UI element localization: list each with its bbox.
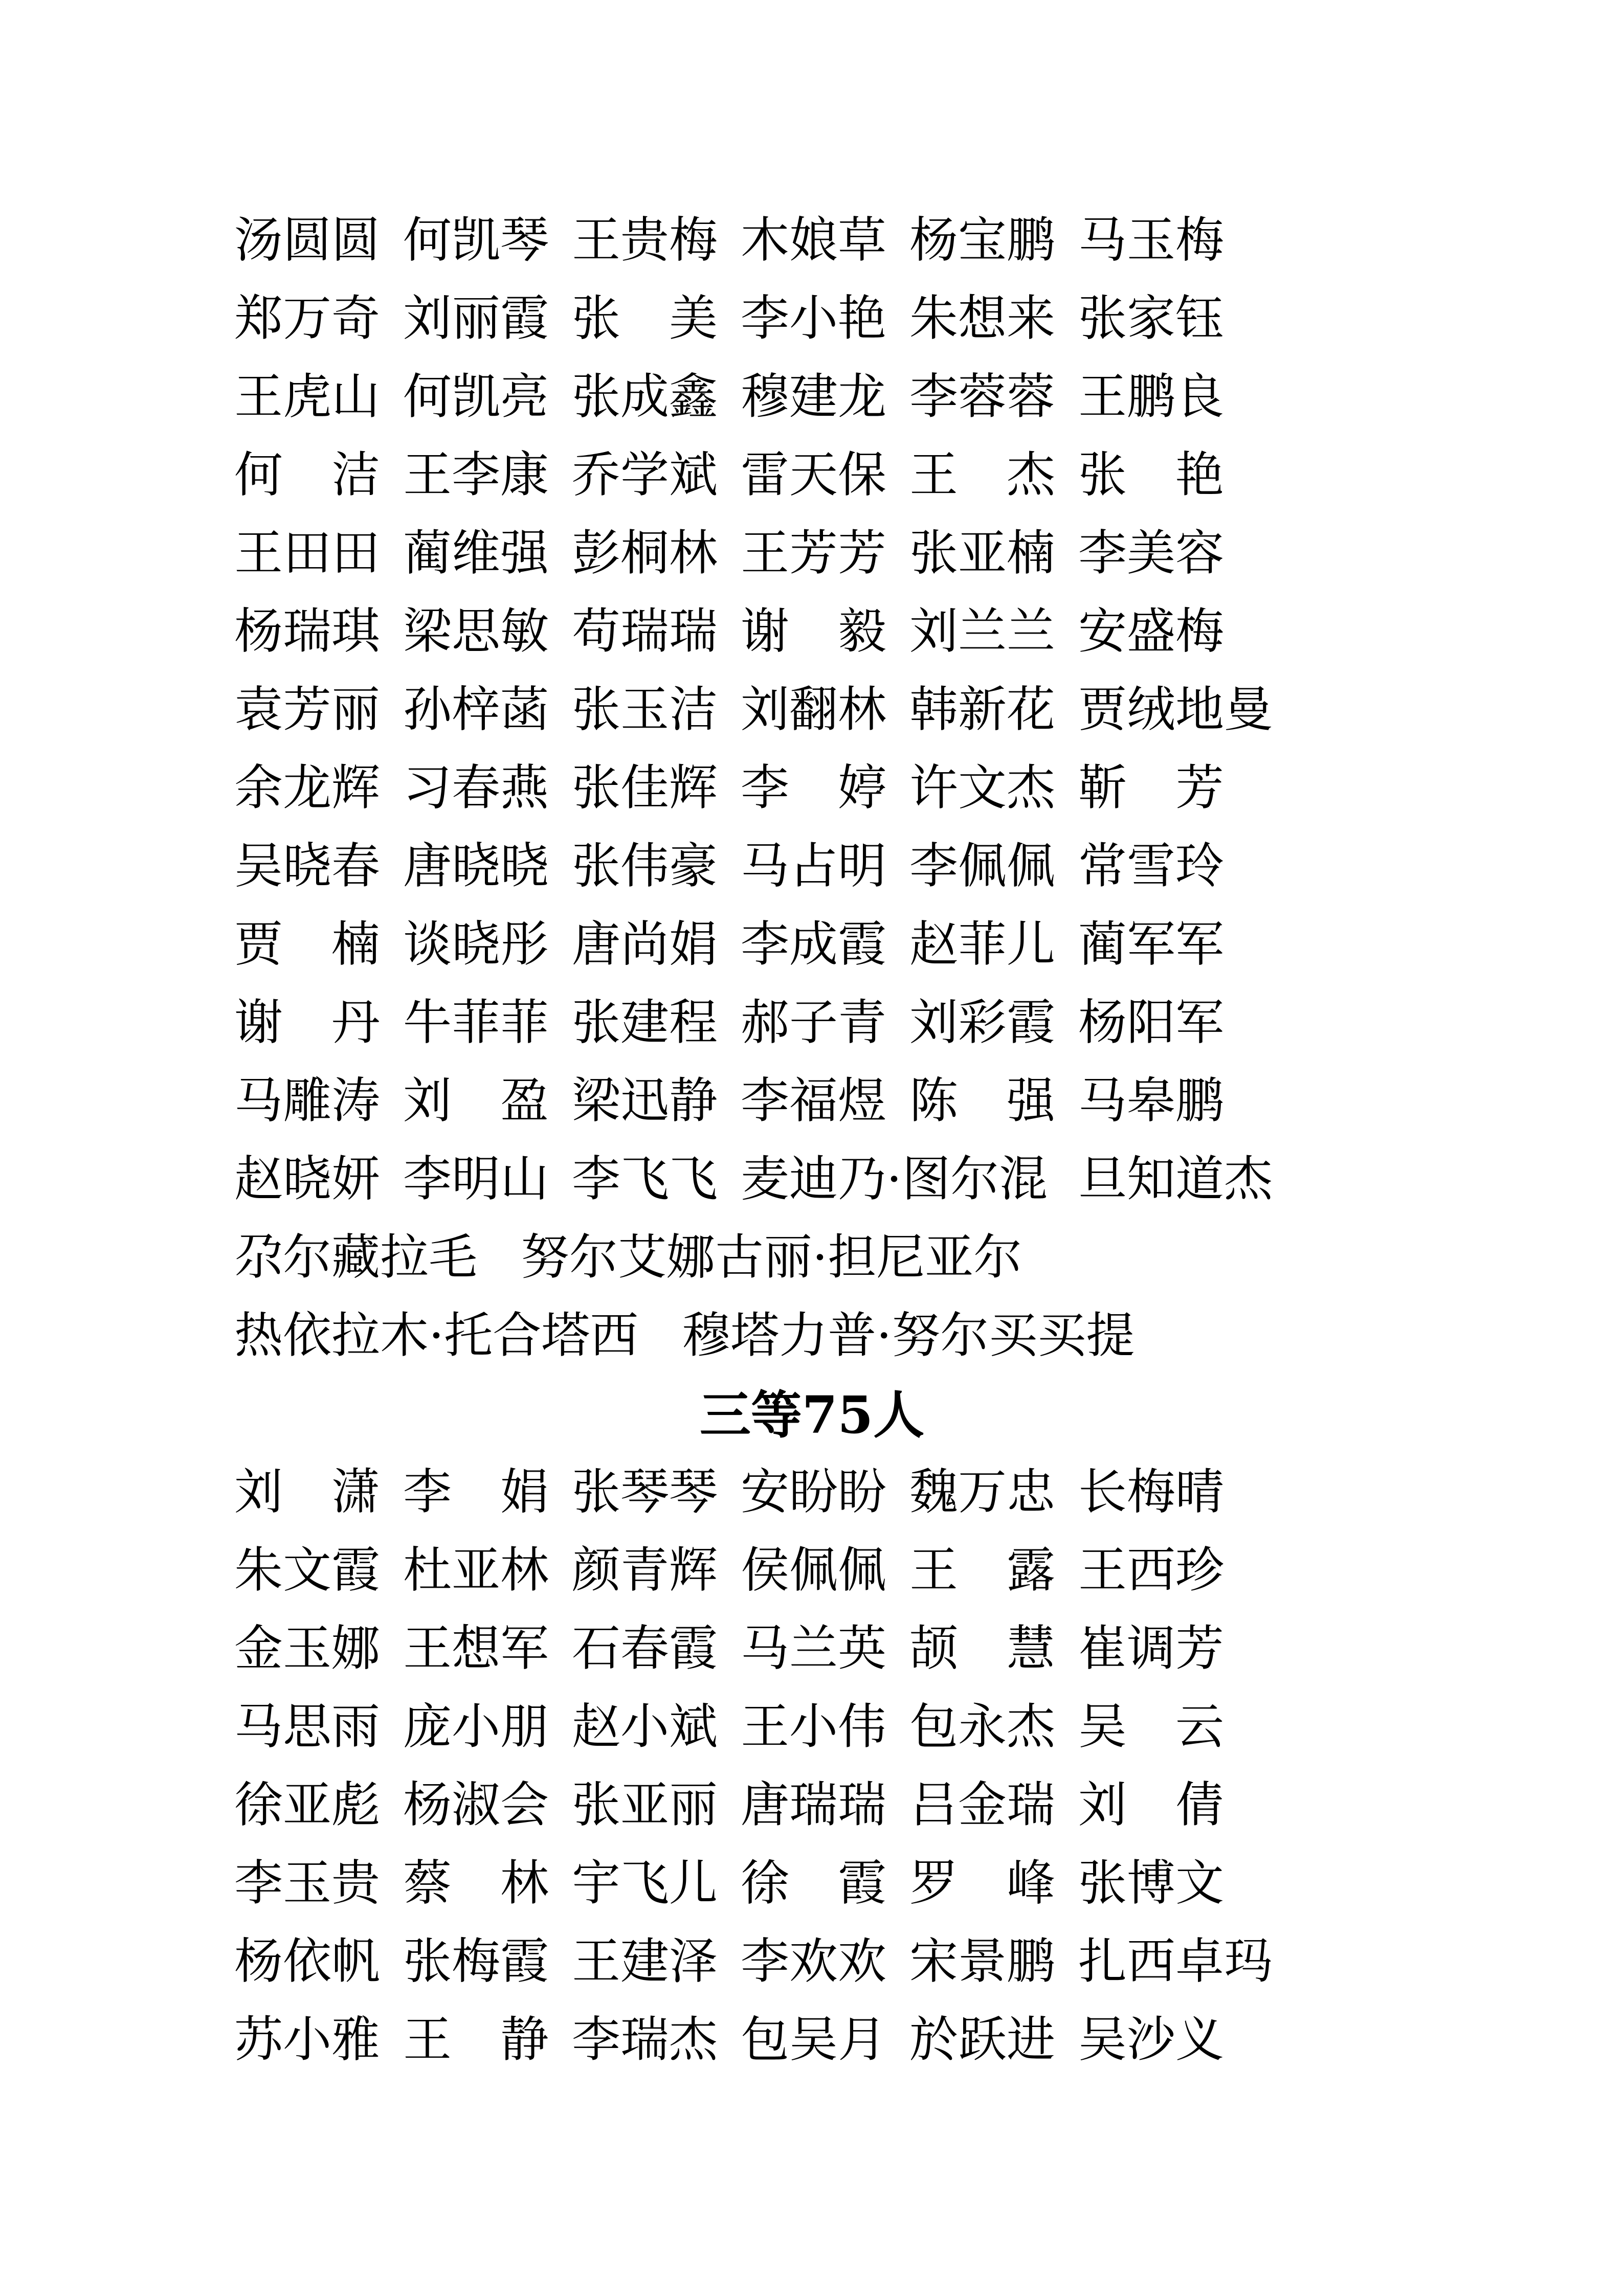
person-name: 唐瑞瑞 [741,1777,887,1833]
person-name: 张亚楠 [909,525,1056,581]
person-name: 扎西卓玛 [1078,1933,1273,1990]
person-name: 唐尚娟 [572,916,718,973]
person-name: 庞小朋 [403,1699,549,1755]
person-name: 王 露 [909,1542,1056,1599]
person-name: 赵晓妍 [234,1151,381,1207]
person-name: 张家钰 [1078,290,1225,347]
person-name: 侯佩佩 [741,1542,887,1599]
person-name: 金玉娜 [234,1620,381,1677]
person-name: 刘 倩 [1078,1777,1225,1833]
person-name: 石春霞 [572,1620,718,1677]
person-name: 李欢欢 [741,1933,887,1990]
person-name: 杨瑞琪 [234,603,381,660]
person-name: 王 静 [403,2012,549,2068]
person-name: 张成鑫 [572,369,718,425]
person-name: 吴晓春 [234,838,381,894]
person-name: 颜青辉 [572,1542,718,1599]
person-name: 马占明 [741,838,887,894]
person-name: 蔡 林 [403,1855,549,1911]
person-name: 宇飞儿 [572,1855,718,1911]
person-name: 马皋鹏 [1078,1073,1225,1129]
person-name: 杨宝鹏 [909,212,1056,268]
name-row [234,447,1624,525]
name-row [234,1933,1624,2012]
person-name: 何凯亮 [403,369,549,425]
name-row [234,1620,1624,1699]
person-name: 张琴琴 [572,1464,718,1520]
person-name: 赵菲儿 [909,916,1056,973]
person-name: 李美容 [1078,525,1225,581]
person-name: 郝子青 [741,995,887,1051]
person-name: 韩新花 [909,682,1056,738]
name-row [234,1073,1624,1151]
person-name: 王贵梅 [572,212,718,268]
name-row [234,1855,1624,1933]
person-name: 於跃进 [909,2012,1056,2068]
person-name: 长梅晴 [1078,1464,1225,1520]
person-name: 梁思敏 [403,603,549,660]
person-name: 马兰英 [741,1620,887,1677]
person-name: 李玉贵 [234,1855,381,1911]
person-name: 张梅霞 [403,1933,549,1990]
person-name: 张佳辉 [572,760,718,816]
section-heading: 三等75人 [699,1385,925,1445]
person-name: 马玉梅 [1078,212,1225,268]
person-name: 雷天保 [741,447,887,503]
name-row [234,525,1624,603]
name-row [234,1777,1624,1855]
person-name: 汤圆圆 [234,212,381,268]
person-name: 唐晓晓 [403,838,549,894]
person-name: 马思雨 [234,1699,381,1755]
person-name: 李 婷 [741,760,887,816]
name-list-content [234,212,1624,2090]
person-name: 木娘草 [741,212,887,268]
person-name: 刘翻林 [741,682,887,738]
person-name: 刘 潇 [234,1464,381,1520]
name-row [234,838,1624,916]
person-name: 习春燕 [403,760,549,816]
person-name: 刘丽霞 [403,290,549,347]
person-name: 陈 强 [909,1073,1056,1129]
person-name: 王虎山 [234,369,381,425]
person-name: 何凯琴 [403,212,549,268]
name-row [234,1542,1624,1620]
person-name: 梁迅静 [572,1073,718,1129]
person-name: 王鹏良 [1078,369,1225,425]
person-name: 乔学斌 [572,447,718,503]
person-name: 苏小雅 [234,2012,381,2068]
person-name: 颉 慧 [909,1620,1056,1677]
name-list-before-heading [234,212,1624,1386]
person-name: 李飞飞 [572,1151,718,1207]
person-name: 何 洁 [234,447,381,503]
name-row [234,995,1624,1073]
person-name: 杨依帆 [234,1933,381,1990]
person-name: 李成霞 [741,916,887,973]
person-name: 李蓉蓉 [909,369,1056,425]
person-name: 常雪玲 [1078,838,1225,894]
person-name: 赵小斌 [572,1699,718,1755]
person-name: 王芳芳 [741,525,887,581]
person-name: 李福煜 [741,1073,887,1129]
person-name: 旦知道杰 [1078,1151,1273,1207]
person-name: 谈晓彤 [403,916,549,973]
name-row [234,290,1624,369]
person-name: 热依拉木·托合塔西 [234,1308,639,1364]
person-name: 张玉洁 [572,682,718,738]
name-row [234,916,1624,995]
person-name: 朱想来 [909,290,1056,347]
person-name: 王小伟 [741,1699,887,1755]
person-name: 余龙辉 [234,760,381,816]
person-name: 朱文霞 [234,1542,381,1599]
name-row [234,603,1624,682]
person-name: 刘彩霞 [909,995,1056,1051]
person-name: 李 娟 [403,1464,549,1520]
person-name: 张建程 [572,995,718,1051]
person-name: 吴 云 [1078,1699,1225,1755]
name-row [234,1699,1624,1777]
person-name: 蔺军军 [1078,916,1225,973]
person-name: 贾 楠 [234,916,381,973]
person-name: 安盛梅 [1078,603,1225,660]
person-name: 魏万忠 [909,1464,1056,1520]
person-name: 穆建龙 [741,369,887,425]
person-name: 王想军 [403,1620,549,1677]
person-name: 李小艳 [741,290,887,347]
person-name: 徐亚彪 [234,1777,381,1833]
person-name: 蔺维强 [403,525,549,581]
person-name: 李佩佩 [909,838,1056,894]
person-name: 袁芳丽 [234,682,381,738]
name-row [234,2012,1624,2090]
person-name: 李明山 [403,1151,549,1207]
person-name: 靳 芳 [1078,760,1225,816]
person-name: 郑万奇 [234,290,381,347]
name-row [234,1464,1624,1542]
person-name: 王田田 [234,525,381,581]
person-name: 安盼盼 [741,1464,887,1520]
person-name: 罗 峰 [909,1855,1056,1911]
person-name: 张伟豪 [572,838,718,894]
person-name: 努尔艾娜古丽·担尼亚尔 [521,1229,1022,1286]
person-name: 王建泽 [572,1933,718,1990]
name-row [234,682,1624,760]
name-row [234,1308,1624,1386]
person-name: 崔调芳 [1078,1620,1225,1677]
person-name: 杜亚林 [403,1542,549,1599]
person-name: 包永杰 [909,1699,1056,1755]
person-name: 吕金瑞 [909,1777,1056,1833]
person-name: 孙梓菡 [403,682,549,738]
person-name: 吴沙义 [1078,2012,1225,2068]
person-name: 张博文 [1078,1855,1225,1911]
person-name: 王李康 [403,447,549,503]
person-name: 张 美 [572,290,718,347]
person-name: 张 艳 [1078,447,1225,503]
person-name: 许文杰 [909,760,1056,816]
name-row [234,369,1624,447]
heading-row [0,1386,1624,1464]
person-name: 谢 丹 [234,995,381,1051]
person-name: 王 杰 [909,447,1056,503]
person-name: 尕尔藏拉毛 [234,1229,478,1286]
person-name: 杨淑会 [403,1777,549,1833]
person-name: 包吴月 [741,2012,887,2068]
person-name: 麦迪乃·图尔混 [741,1151,1048,1207]
name-row [234,1151,1624,1229]
person-name: 穆塔力普·努尔买买提 [682,1308,1135,1364]
person-name: 马雕涛 [234,1073,381,1129]
person-name: 李瑞杰 [572,2012,718,2068]
person-name: 贾绒地曼 [1078,682,1273,738]
name-row [234,1229,1624,1308]
name-row [234,212,1624,290]
person-name: 刘 盈 [403,1073,549,1129]
person-name: 宋景鹏 [909,1933,1056,1990]
name-row [234,760,1624,838]
name-list-after-heading [234,1464,1624,2090]
person-name: 杨阳军 [1078,995,1225,1051]
person-name: 苟瑞瑞 [572,603,718,660]
person-name: 彭桐林 [572,525,718,581]
person-name: 谢 毅 [741,603,887,660]
person-name: 徐 霞 [741,1855,887,1911]
person-name: 牛菲菲 [403,995,549,1051]
person-name: 刘兰兰 [909,603,1056,660]
person-name: 王西珍 [1078,1542,1225,1599]
person-name: 张亚丽 [572,1777,718,1833]
